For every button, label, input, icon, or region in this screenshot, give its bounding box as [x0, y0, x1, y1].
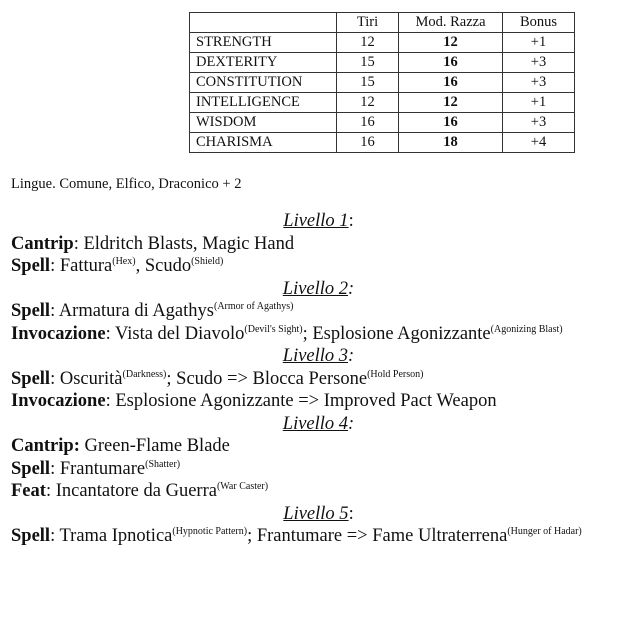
table-row	[190, 73, 575, 93]
ability-name: CONSTITUTION	[190, 73, 337, 93]
table-row	[190, 53, 575, 73]
cantrip-label: Cantrip:	[11, 436, 80, 456]
spell-text: : Oscurità	[50, 368, 123, 389]
level-progression	[11, 210, 626, 548]
level-colon: :	[348, 278, 355, 299]
cantrip-text: : Eldritch Blasts, Magic Hand	[73, 233, 295, 254]
table-row	[190, 33, 575, 53]
level-title: Livello 3	[282, 346, 349, 366]
ability-name: CHARISMA	[190, 133, 337, 153]
spell-english-name: (Hunger of Hadar)	[507, 526, 582, 537]
ability-bonus: +3	[503, 113, 575, 133]
invocation-english-name: (Agonizing Blast)	[490, 323, 563, 335]
ability-tiri: 15	[337, 73, 399, 93]
ability-name: WISDOM	[190, 113, 337, 133]
header-bonus: Bonus	[503, 13, 575, 33]
level-title: Livello 5	[283, 503, 349, 524]
spell-english-name: (Darkness)	[122, 368, 167, 380]
spell-text: , Scudo	[135, 256, 192, 276]
level-title: Livello 1	[283, 211, 349, 231]
level-4-heading	[11, 413, 626, 436]
level-2-heading	[11, 278, 626, 301]
spell-label: Spell	[11, 256, 51, 276]
level-1-cantrip-line	[11, 233, 626, 256]
level-title: Livello 2	[282, 278, 349, 299]
header-empty	[190, 13, 337, 33]
header-tiri: Tiri	[337, 13, 399, 33]
invocation-text: ; Esplosione Agonizzante	[302, 323, 491, 344]
cantrip-label: Cantrip	[11, 233, 74, 254]
level-1-spell-line	[11, 255, 626, 278]
ability-bonus: +1	[503, 33, 575, 53]
spell-text: : Trama Ipnotica	[50, 526, 173, 546]
spell-text: ; Scudo => Blocca Persone	[166, 368, 368, 389]
ability-mod: 12	[399, 93, 503, 113]
spell-label: Spell	[11, 301, 51, 321]
table-row	[190, 93, 575, 113]
level-title: Livello 4	[282, 413, 349, 434]
level-colon: :	[348, 346, 355, 366]
level-3-spell-line	[11, 368, 626, 391]
level-5-heading	[11, 503, 626, 526]
spell-english-name: (Shatter)	[145, 458, 181, 470]
cantrip-text: Green-Flame Blade	[79, 436, 230, 456]
ability-mod: 16	[399, 73, 503, 93]
ability-tiri: 12	[337, 93, 399, 113]
ability-bonus: +1	[503, 93, 575, 113]
level-4-cantrip-line	[11, 435, 626, 458]
level-2-invocation-line	[11, 323, 626, 346]
spell-label: Spell	[11, 368, 51, 389]
spell-text: : Frantumare	[50, 458, 146, 479]
header-mod-razza: Mod. Razza	[399, 13, 503, 33]
invocation-text: : Esplosione Agonizzante => Improved Pact Weapon	[105, 391, 497, 411]
invocation-english-name: (Devil's Sight)	[244, 323, 303, 335]
ability-name: INTELLIGENCE	[190, 93, 337, 113]
level-4-feat-line	[11, 480, 626, 503]
level-2-spell-line	[11, 300, 626, 323]
ability-tiri: 16	[337, 113, 399, 133]
spell-english-name: (Armor of Agathys)	[214, 301, 294, 312]
table-header-row	[190, 13, 575, 33]
spell-text: : Fattura	[50, 256, 113, 276]
level-colon: :	[348, 503, 354, 524]
level-colon: :	[348, 413, 355, 434]
spell-label: Spell	[11, 458, 51, 479]
ability-mod: 12	[399, 33, 503, 53]
ability-mod: 16	[399, 113, 503, 133]
spell-english-name: (Shield)	[191, 256, 224, 267]
spell-english-name: (Hold Person)	[367, 368, 424, 380]
table-row	[190, 133, 575, 153]
ability-name: DEXTERITY	[190, 53, 337, 73]
ability-tiri: 12	[337, 33, 399, 53]
ability-mod: 18	[399, 133, 503, 153]
ability-tiri: 16	[337, 133, 399, 153]
ability-bonus: +4	[503, 133, 575, 153]
ability-tiri: 15	[337, 53, 399, 73]
spell-label: Spell	[11, 526, 51, 546]
level-3-invocation-line	[11, 390, 626, 413]
invocation-label: Invocazione	[11, 391, 106, 411]
level-1-heading	[11, 210, 626, 233]
table-row	[190, 113, 575, 133]
spell-text: ; Frantumare => Fame Ultraterrena	[247, 526, 508, 546]
ability-name: STRENGTH	[190, 33, 337, 53]
ability-scores-table	[189, 12, 575, 153]
level-colon: :	[348, 211, 354, 231]
invocation-text: : Vista del Diavolo	[105, 323, 245, 344]
spell-english-name: (Hypnotic Pattern)	[172, 526, 248, 537]
level-3-heading	[11, 345, 626, 368]
languages-line: Lingue. Comune, Elfico, Draconico + 2	[11, 176, 242, 192]
level-4-spell-line	[11, 458, 626, 481]
ability-bonus: +3	[503, 73, 575, 93]
feat-english-name: (War Caster)	[216, 481, 269, 492]
spell-english-name: (Hex)	[112, 256, 136, 267]
spell-text: : Armatura di Agathys	[50, 301, 214, 321]
invocation-label: Invocazione	[11, 323, 106, 344]
feat-label: Feat	[11, 481, 46, 501]
ability-bonus: +3	[503, 53, 575, 73]
ability-mod: 16	[399, 53, 503, 73]
level-5-spell-line	[11, 525, 626, 548]
feat-text: : Incantatore da Guerra	[45, 481, 217, 501]
